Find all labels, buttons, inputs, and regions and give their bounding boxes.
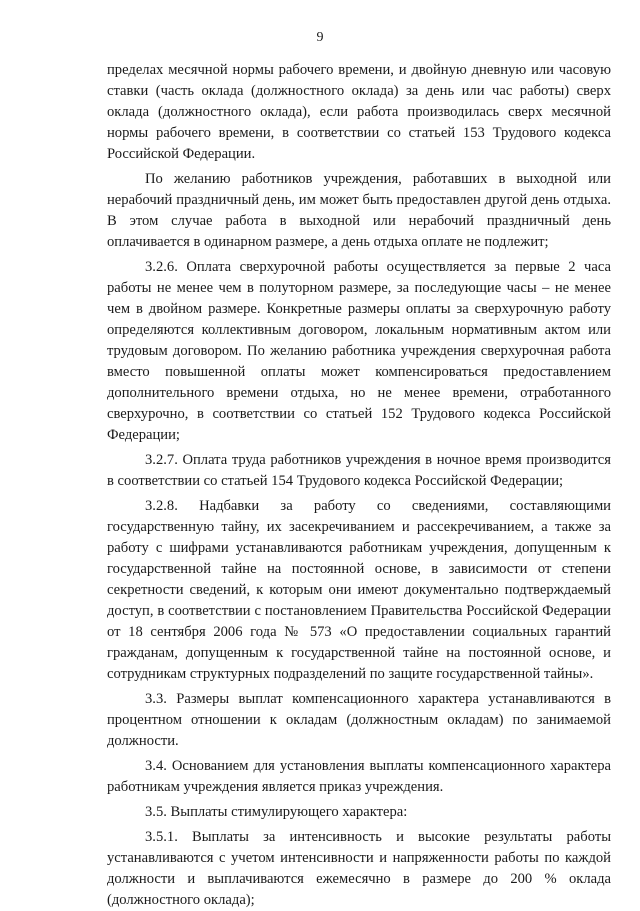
- paragraph-3-3: 3.3. Размеры выплат компенсационного характера устанавливаются в процентном отношении к окладам (должностным окладам) по занимаемой должности.: [107, 691, 611, 749]
- paragraph-3-2-6: 3.2.6. Оплата сверхурочной работы осуществляется за первые 2 часа работы не менее чем в полуторном размере, за последующие часы – не менее чем в двойном размере. Конкретные размеры оплаты за сверхурочную работу определяются коллективным договором, локальным нормативным актом или трудовым договором. По желанию работника учреждения сверхурочная работа вместо повышенной оплаты может компенсироваться предоставлением дополнительного времени отдыха, но не менее времени, отработанного сверхурочно, в соответствии со статьей 152 Трудового кодекса Российской Федерации;: [107, 259, 611, 443]
- paragraph-day-off: По желанию работников учреждения, работавших в выходной или нерабочий праздничный день, им может быть предоставлен другой день отдыха. В этом случае работа в выходной или нерабочий праздничный день оплачивается в одинарном размере, а день отдыха оплате не подлежит;: [107, 171, 611, 250]
- document-body: [107, 60, 611, 911]
- paragraph-3-5-1: 3.5.1. Выплаты за интенсивность и высокие результаты работы устанавливаются с учетом интенсивности и напряженности работы по каждой должности и выплачиваются ежемесячно в размере до 200 % оклада (должностного оклада);: [107, 829, 611, 908]
- page-number: 9: [316, 30, 324, 45]
- paragraph-3-5: 3.5. Выплаты стимулирующего характера:: [145, 804, 408, 820]
- paragraph-3-4: 3.4. Основанием для установления выплаты компенсационного характера работникам учреждения является приказ учреждения.: [107, 758, 611, 795]
- paragraph-3-2-7: 3.2.7. Оплата труда работников учреждения в ночное время производится в соответствии со статьей 154 Трудового кодекса Российской Федерации;: [107, 452, 611, 489]
- paragraph-3-2-8: 3.2.8. Надбавки за работу со сведениями, составляющими государственную тайну, их засекречиванием и рассекречиванием, а также за работу с шифрами устанавливаются работникам учреждения, допущенным к государственной тайне на постоянной основе, в зависимости от степени секретности сведений, к которым они имеют документально подтверждаемый доступ, в соответствии с постановлением Правительства Российской Федерации от 18 сентября 2006 года № 573 «О предоставлении социальных гарантий гражданам, допущенным к государственной тайне на постоянной основе, и сотрудникам структурных подразделений по защите государственной тайны».: [107, 498, 611, 682]
- paragraph-continuation: пределах месячной нормы рабочего времени, и двойную дневную или часовую ставки (часть оклада (должностного оклада) за день или час работы) сверх оклада (должностного оклада), если работа производилась сверх месячной нормы рабочего времени, в соответствии со статьей 153 Трудового кодекса Российской Федерации.: [107, 62, 611, 162]
